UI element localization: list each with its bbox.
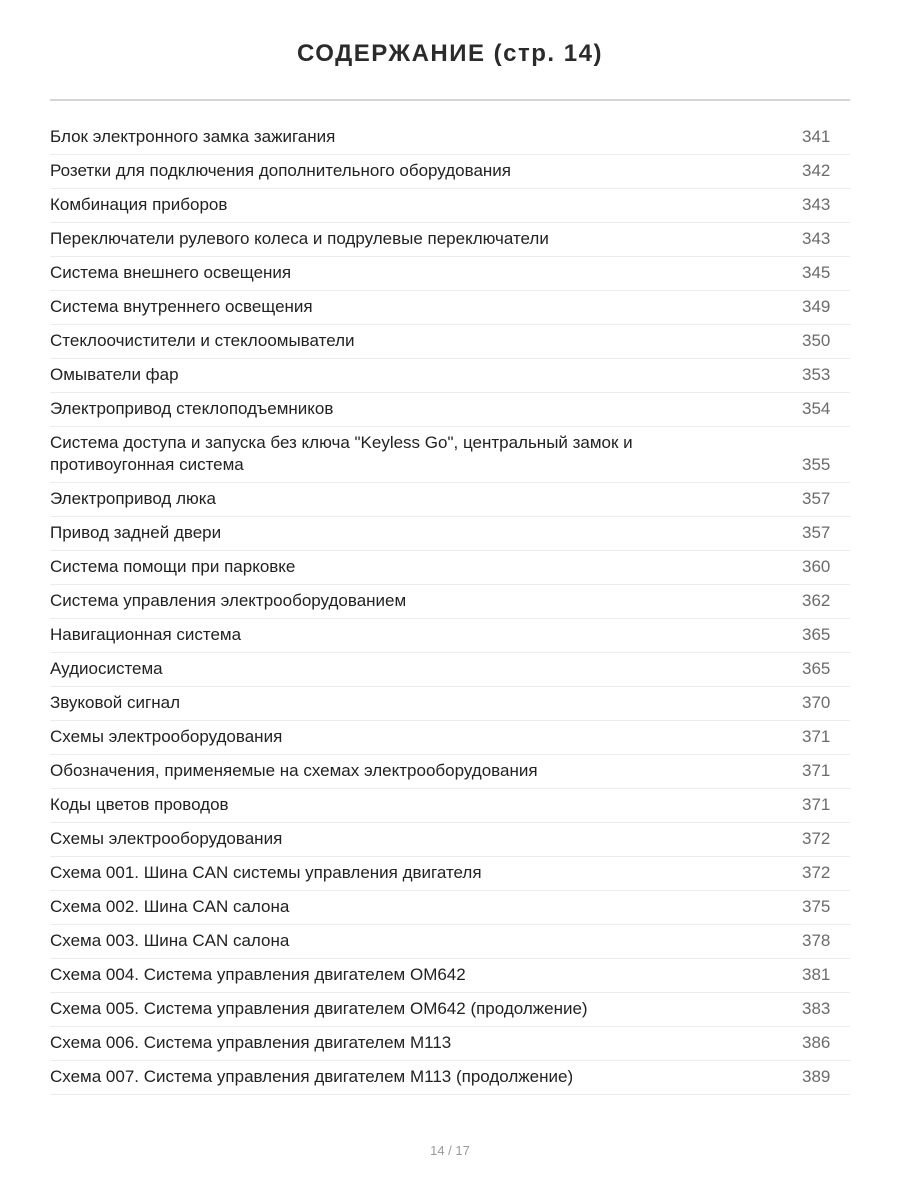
toc-entry-title: Схема 007. Система управления двигателем M113 (продолжение) [50, 1067, 574, 1086]
toc-entry-page: 360 [802, 557, 831, 576]
toc-entry-page: 386 [802, 1033, 831, 1052]
toc-entry-page: 342 [802, 161, 831, 180]
title-divider [50, 99, 850, 101]
toc-entry[interactable] [50, 551, 850, 585]
toc-entry-page: 354 [802, 399, 831, 418]
toc-entry[interactable] [50, 483, 850, 517]
toc-entry-title: Схема 006. Система управления двигателем M113 [50, 1033, 452, 1052]
toc-entry[interactable] [50, 857, 850, 891]
toc-entry[interactable] [50, 789, 850, 823]
toc-entry-title: Схема 001. Шина CAN системы управления двигателя [50, 863, 482, 882]
toc-entry-page: 383 [802, 999, 831, 1018]
toc-entry-title: Электропривод люка [50, 489, 217, 508]
toc-entry-page: 372 [802, 863, 831, 882]
toc-entry[interactable] [50, 721, 850, 755]
toc-entry-page: 371 [802, 795, 831, 814]
toc-entry[interactable] [50, 223, 850, 257]
toc-entry[interactable] [50, 189, 850, 223]
toc-entry[interactable] [50, 393, 850, 427]
toc-entry-title: Система доступа и запуска без ключа "Keyless Go", центральный замок и противоугонная система [50, 433, 633, 474]
toc-entry-page: 378 [802, 931, 831, 950]
toc-entry[interactable] [50, 427, 850, 483]
toc-entry-title: Коды цветов проводов [50, 795, 229, 814]
toc-entry-page: 350 [802, 331, 831, 350]
toc-entry-title: Обозначения, применяемые на схемах электрооборудования [50, 761, 538, 780]
toc-entry[interactable] [50, 959, 850, 993]
toc-entry-page: 365 [802, 659, 831, 678]
toc-entry-page: 370 [802, 693, 831, 712]
toc-entry-title: Схема 002. Шина CAN салона [50, 897, 290, 916]
toc-entry[interactable] [50, 155, 850, 189]
toc-entry[interactable] [50, 925, 850, 959]
toc-entry-page: 389 [802, 1067, 831, 1086]
toc-entry-title: Система внутреннего освещения [50, 297, 313, 316]
toc-entry[interactable] [50, 619, 850, 653]
toc-entry-title: Схема 005. Система управления двигателем OM642 (продолжение) [50, 999, 588, 1018]
toc-entry-page: 365 [802, 625, 831, 644]
toc-entry-page: 349 [802, 297, 831, 316]
toc-entry-page: 381 [802, 965, 831, 984]
page-title: СОДЕРЖАНИЕ (стр. 14) [297, 40, 603, 67]
toc-entry-page: 341 [802, 127, 831, 146]
toc-entry-title: Привод задней двери [50, 523, 222, 542]
toc-entry[interactable] [50, 121, 850, 155]
toc-entry-title: Звуковой сигнал [50, 693, 180, 712]
toc-entry-title: Блок электронного замка зажигания [50, 127, 336, 146]
toc-entry-title: Система помощи при парковке [50, 557, 296, 576]
toc-entry[interactable] [50, 891, 850, 925]
toc-entry[interactable] [50, 755, 850, 789]
toc-entry[interactable] [50, 359, 850, 393]
toc-entry-title: Схема 004. Система управления двигателем OM642 [50, 965, 466, 984]
toc-entry[interactable] [50, 823, 850, 857]
toc-entry[interactable] [50, 993, 850, 1027]
toc-entry-page: 355 [802, 455, 831, 474]
toc-entry[interactable] [50, 585, 850, 619]
toc-entry-title: Схемы электрооборудования [50, 727, 283, 746]
toc-entry-page: 345 [802, 263, 831, 282]
toc-entry-title: Навигационная система [50, 625, 242, 644]
toc-entry-title: Схема 003. Шина CAN салона [50, 931, 290, 950]
toc-entry-page: 375 [802, 897, 831, 916]
toc-entry-title: Стеклоочистители и стеклоомыватели [50, 331, 355, 350]
toc-entry[interactable] [50, 687, 850, 721]
toc-entry-page: 357 [802, 523, 831, 542]
toc-entry[interactable] [50, 517, 850, 551]
toc-entry[interactable] [50, 653, 850, 687]
toc-entry-page: 343 [802, 229, 831, 248]
toc-entry-title: Схемы электрооборудования [50, 829, 283, 848]
toc-entry-page: 371 [802, 761, 831, 780]
toc-entry[interactable] [50, 1061, 850, 1095]
toc-entry[interactable] [50, 1027, 850, 1061]
toc-entry-title: Розетки для подключения дополнительного оборудования [50, 161, 511, 180]
toc-entry[interactable] [50, 257, 850, 291]
toc-entry-page: 343 [802, 195, 831, 214]
toc-entry[interactable] [50, 325, 850, 359]
page-indicator: 14 / 17 [430, 1143, 470, 1158]
toc-entry-title: Система управления электрооборудованием [50, 591, 407, 610]
toc-entry-title: Электропривод стеклоподъемников [50, 399, 334, 418]
table-of-contents [50, 121, 850, 1095]
toc-entry-title: Система внешнего освещения [50, 263, 292, 282]
toc-entry-title: Комбинация приборов [50, 195, 228, 214]
toc-entry-page: 362 [802, 591, 831, 610]
toc-entry-page: 372 [802, 829, 831, 848]
toc-entry-page: 353 [802, 365, 831, 384]
toc-entry[interactable] [50, 291, 850, 325]
toc-entry-page: 371 [802, 727, 831, 746]
toc-entry-title: Омыватели фар [50, 365, 179, 384]
toc-entry-title: Переключатели рулевого колеса и подрулевые переключатели [50, 229, 549, 248]
toc-entry-title: Аудиосистема [50, 659, 163, 678]
toc-entry-page: 357 [802, 489, 831, 508]
